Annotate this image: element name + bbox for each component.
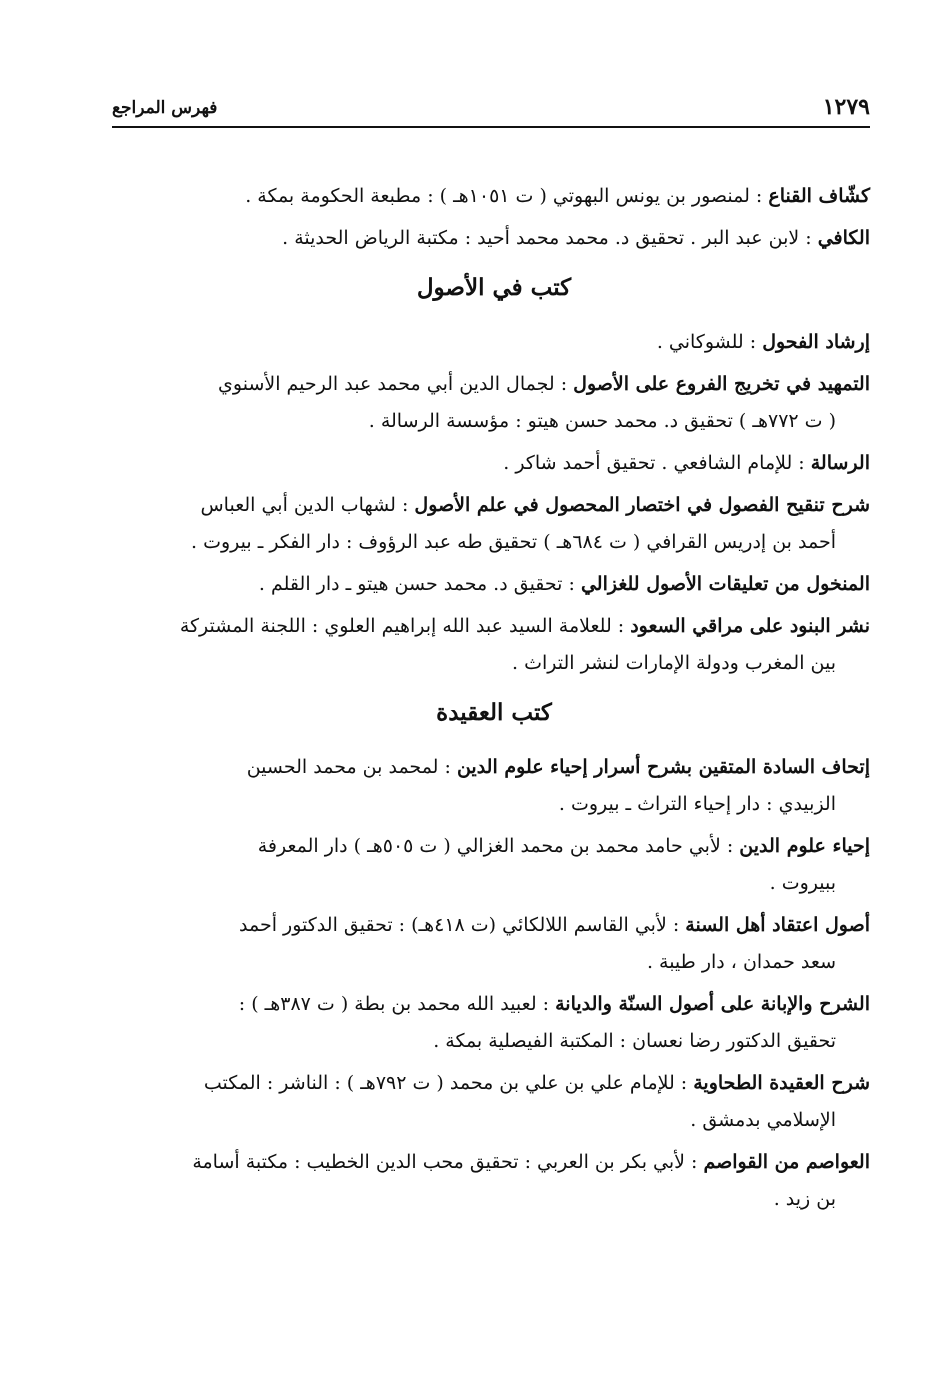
entry-title: إتحاف السادة المتقين بشرح أسرار إحياء علوم الدين xyxy=(456,756,870,778)
entry-title: المنخول من تعليقات الأصول للغزالي xyxy=(580,573,870,595)
section-heading-aqida: كتب العقيدة xyxy=(436,699,552,726)
entry-continuation: أحمد بن إدريس القرافي ( ت ٦٨٤هـ ) تحقيق طه عبد الرؤوف : دار الفكر ـ بيروت . xyxy=(191,531,836,553)
entry-title: العواصم من القواصم xyxy=(703,1151,870,1173)
entry-title: إحياء علوم الدين xyxy=(739,835,870,857)
entry-title: إرشاد الفحول xyxy=(762,331,870,353)
entry-text: : تحقيق د. محمد حسن هيتو ـ دار القلم . xyxy=(258,573,581,595)
entry-continuation: بين المغرب ودولة الإمارات لنشر التراث . xyxy=(512,652,836,674)
running-title: فهرس المراجع xyxy=(112,98,218,118)
reference-entry xyxy=(118,986,870,1060)
entry-text: : لمنصور بن يونس البهوتي ( ت ١٠٥١هـ ) : مطبعة الحكومة بمكة . xyxy=(245,185,769,207)
entry-text: : لأبي بكر بن العربي : تحقيق محب الدين الخطيب : مكتبة أسامة xyxy=(192,1151,704,1173)
entry-title: كشّاف القناع xyxy=(768,185,870,207)
page-number: ١٢٧٩ xyxy=(822,94,870,120)
references-list xyxy=(118,178,870,1223)
entry-text: : للإمام علي بن علي بن محمد ( ت ٧٩٢هـ ) : الناشر : المكتب xyxy=(203,1072,694,1094)
entry-text: : لابن عبد البر . تحقيق د. محمد محمد أحيد : مكتبة الرياض الحديثة . xyxy=(282,227,818,249)
entry-continuation: ( ت ٧٧٢هـ ) تحقيق د. محمد حسن هيتو : مؤسسة الرسالة . xyxy=(368,410,836,432)
entry-title: نشر البنود على مراقي السعود xyxy=(630,615,870,637)
entry-title: الشرح والإبانة على أصول السنّة والديانة xyxy=(555,993,870,1015)
reference-entry xyxy=(118,366,870,440)
entry-text: : لشهاب الدين أبي العباس xyxy=(200,494,415,516)
entry-continuation: سعد حمدان ، دار طيبة . xyxy=(646,951,836,973)
reference-entry xyxy=(118,445,870,482)
entry-continuation: الإسلامي بدمشق . xyxy=(690,1109,836,1131)
entry-title: الرسالة xyxy=(810,452,870,474)
entry-text: : للإمام الشافعي . تحقيق أحمد شاكر . xyxy=(503,452,811,474)
reference-entry xyxy=(118,178,870,215)
reference-entry xyxy=(118,608,870,682)
page-header xyxy=(112,92,870,128)
reference-entry xyxy=(118,487,870,561)
entry-title: شرح تنقيح الفصول في اختصار المحصول في علم الأصول xyxy=(414,494,870,516)
entry-continuation: بن زيد . xyxy=(773,1188,836,1210)
section-heading-usul: كتب في الأصول xyxy=(416,274,572,301)
entry-text: : لعبيد الله محمد بن بطة ( ت ٣٨٧هـ ) : xyxy=(238,993,556,1015)
reference-entry xyxy=(118,749,870,823)
entry-title: أصول اعتقاد أهل السنة xyxy=(685,914,870,936)
entry-text: : لأبي حامد محمد بن محمد الغزالي ( ت ٥٠٥هـ ) دار المعرفة xyxy=(257,835,740,857)
reference-entry xyxy=(118,828,870,902)
entry-title: الكافي xyxy=(817,227,870,249)
entry-continuation: الزبيدي : دار إحياء التراث ـ بيروت . xyxy=(558,793,836,815)
entry-text: : لجمال الدين أبي محمد عبد الرحيم الأسنوي xyxy=(218,373,574,395)
reference-entry xyxy=(118,1144,870,1218)
entry-text: : للشوكاني . xyxy=(656,331,763,353)
entry-title: التمهيد في تخريج الفروع على الأصول xyxy=(573,373,870,395)
reference-entry xyxy=(118,324,870,361)
entry-text: : لأبي القاسم اللالكائي (ت ٤١٨هـ) : تحقيق الدكتور أحمد xyxy=(239,914,686,936)
entry-continuation: تحقيق الدكتور رضا نعسان : المكتبة الفيصلية بمكة . xyxy=(433,1030,836,1052)
reference-entry xyxy=(118,1065,870,1139)
reference-entry xyxy=(118,566,870,603)
entry-text: : للعلامة السيد عبد الله إبراهيم العلوي : اللجنة المشتركة xyxy=(179,615,631,637)
entry-text: : لمحمد بن محمد الحسين xyxy=(246,756,457,778)
reference-entry xyxy=(118,220,870,257)
entry-title: شرح العقيدة الطحاوية xyxy=(693,1072,870,1094)
entry-continuation: ببيروت . xyxy=(769,872,836,894)
reference-entry xyxy=(118,907,870,981)
